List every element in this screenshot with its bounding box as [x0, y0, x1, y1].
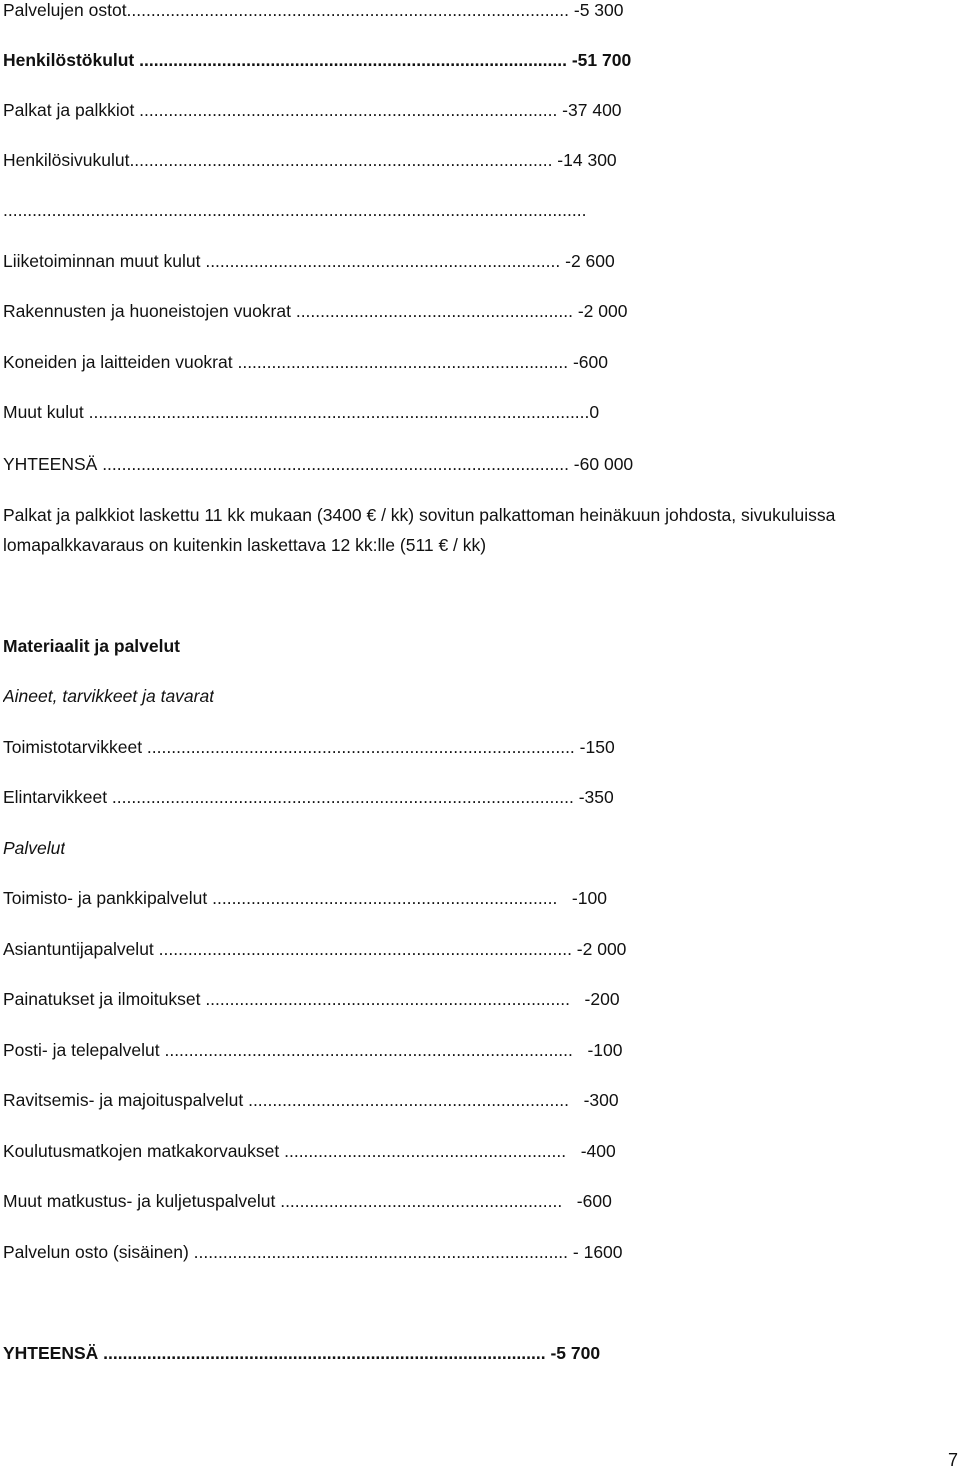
row-palvelujen-ostot: Palvelujen ostot........................................................................................... -5 300	[3, 0, 624, 20]
note-line-1: Palkat ja palkkiot laskettu 11 kk mukaan (3400 € / kk) sovitun palkattoman heinäkuun johdosta, sivukuluissa	[3, 505, 836, 525]
row-liiketoiminnan-muut-kulut: Liiketoiminnan muut kulut ......................................................................... -2 600	[3, 251, 615, 271]
row-painatukset: Painatukset ja ilmoitukset ........................................................................... -200	[3, 989, 620, 1009]
page-number: 7	[947, 1450, 958, 1470]
row-yhteensa-2: YHTEENSÄ ........................................................................................... -5 700	[3, 1343, 601, 1363]
row-elintarvikkeet: Elintarvikkeet ............................................................................................... -350	[3, 787, 614, 807]
note-paragraph	[3, 500, 958, 560]
row-toimistotarvikkeet: Toimistotarvikkeet ........................................................................................ -150	[3, 737, 615, 757]
row-rakennusten-vuokrat: Rakennusten ja huoneistojen vuokrat ......................................................... -2 000	[3, 301, 628, 321]
row-palkat-ja-palkkiot: Palkat ja palkkiot ...................................................................................... -37 400	[3, 100, 622, 120]
row-muut-kulut: Muut kulut .......................................................................................................0	[3, 402, 600, 422]
subheading-aineet: Aineet, tarvikkeet ja tavarat	[3, 686, 215, 706]
row-koneiden-vuokrat: Koneiden ja laitteiden vuokrat .................................................................... -600	[3, 352, 608, 372]
row-henkilosivukulut: Henkilösivukulut....................................................................................... -14 300	[3, 150, 617, 170]
subheading-palvelut: Palvelut	[3, 838, 66, 858]
row-posti-telepalvelut: Posti- ja telepalvelut .................................................................................... -100	[3, 1040, 623, 1060]
row-koulutusmatkojen: Koulutusmatkojen matkakorvaukset .......................................................... -400	[3, 1141, 616, 1161]
row-muut-matkustus: Muut matkustus- ja kuljetuspalvelut .......................................................... -600	[3, 1191, 612, 1211]
note-line-2: lomapalkkavaraus on kuitenkin laskettava 12 kk:lle (511 € / kk)	[3, 535, 487, 555]
row-henkilostokulut: Henkilöstökulut ........................................................................................ -51 700	[3, 50, 632, 70]
row-asiantuntijapalvelut: Asiantuntijapalvelut ..................................................................................... -2 000	[3, 939, 627, 959]
row-yhteensa-1: YHTEENSÄ ................................................................................................ -60 000	[3, 454, 634, 474]
row-ravitsemis-majoitus: Ravitsemis- ja majoituspalvelut .................................................................. -300	[3, 1090, 619, 1110]
row-palvelun-osto: Palvelun osto (sisäinen) ............................................................................. - 1600	[3, 1242, 623, 1262]
heading-materiaalit: Materiaalit ja palvelut	[3, 636, 181, 656]
row-toimisto-pankkipalvelut: Toimisto- ja pankkipalvelut ....................................................................... -100	[3, 888, 607, 908]
row-dotted-spacer: ........................................................................................................................	[3, 200, 587, 220]
